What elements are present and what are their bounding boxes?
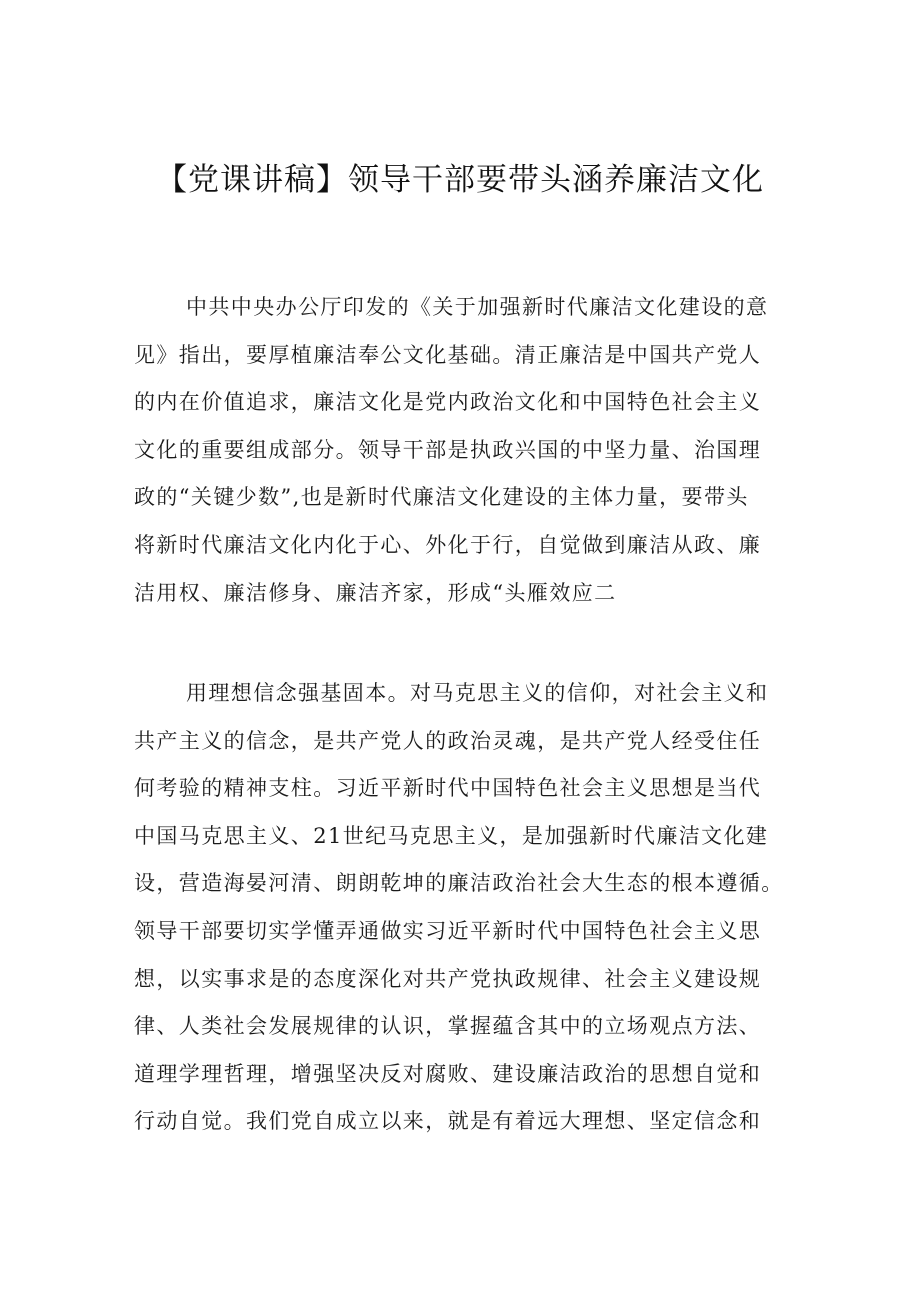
paragraph-line: 将新时代廉洁文化内化于心、外化于行，自觉做到廉洁从政、廉 (134, 532, 762, 557)
paragraph-line: 律、人类社会发展规律的认识，掌握蕴含其中的立场观点方法、 (134, 1014, 762, 1039)
paragraph-line: 想，以实事求是的态度深化对共产党执政规律、社会主义建设规 (134, 966, 762, 991)
paragraph-1 (134, 284, 814, 617)
document-title: 【党课讲稿】领导干部要带头涵养廉洁文化 (156, 162, 764, 198)
paragraph-line: 用理想信念强基固本。对马克思主义的信仰，对社会主义和 (186, 681, 769, 705)
paragraph-line: 的内在价值追求，廉洁文化是党内政治文化和中国特色社会主义 (134, 390, 762, 415)
paragraph-line: 共产主义的信念，是共产党人的政治灵魂，是共产党人经受住任 (134, 728, 762, 753)
paragraph-line: 洁用权、廉洁修身、廉洁齐家，形成“头雁效应二 (134, 580, 617, 605)
paragraph-line: 设，营造海晏河清、朗朗乾坤的廉洁政治社会大生态的根本遵循。 (134, 871, 784, 896)
paragraph-line: 道理学理哲理，增强坚决反对腐败、建设廉洁政治的思想自觉和 (134, 1061, 762, 1086)
paragraph-line: 中共中央办公厅印发的《关于加强新时代廉洁文化建设的意 (186, 295, 769, 319)
paragraph-line: 文化的重要组成部分。领导干部是执政兴国的中坚力量、治国理 (134, 437, 762, 462)
paragraph-2 (134, 670, 814, 1146)
paragraph-line: 领导干部要切实学懂弄通做实习近平新时代中国特色社会主义思 (134, 918, 762, 943)
paragraph-line: 政的“关键少数”,也是新时代廉洁文化建设的主体力量，要带头 (134, 485, 749, 510)
paragraph-line: 中国马克思主义、21世纪马克思主义，是加强新时代廉洁文化建 (134, 823, 769, 848)
paragraph-line: 行动自觉。我们党自成立以来，就是有着远大理想、坚定信念和 (134, 1109, 762, 1134)
paragraph-line: 见》指出，要厚植廉洁奉公文化基础。清正廉洁是中国共产党人 (134, 342, 762, 367)
paragraph-line: 何考验的精神支柱。习近平新时代中国特色社会主义思想是当代 (134, 776, 762, 801)
